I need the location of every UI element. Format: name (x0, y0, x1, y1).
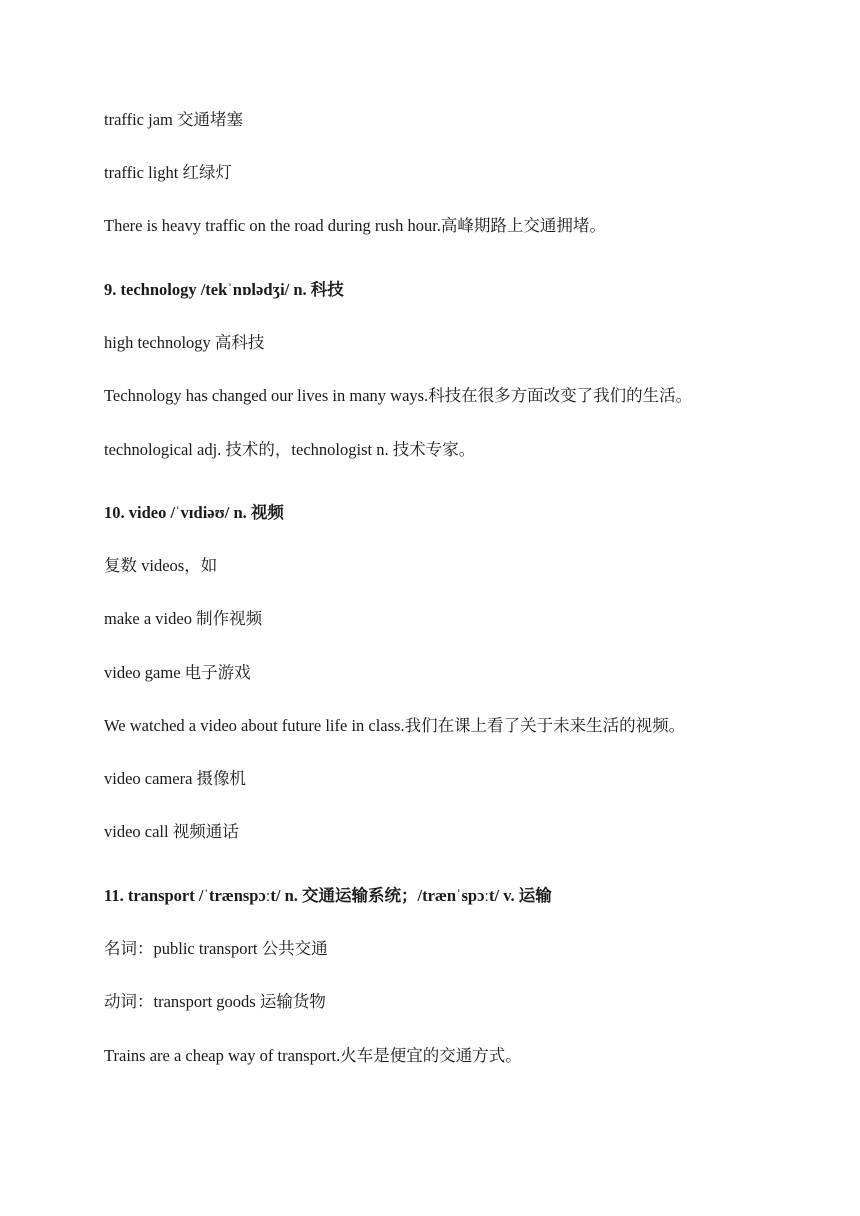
entry-heading-transport: 11. transport /ˈtrænspɔːt/ n. 交通运输系统；/trænˈspɔːt/ v. 运输 (104, 886, 552, 905)
verb-usage-transport: 动词：transport goods 运输货物 (104, 992, 326, 1011)
entry-heading-technology: 9. technology /tekˈnɒlədʒi/ n. 科技 (104, 280, 344, 299)
example-sentence-traffic: There is heavy traffic on the road during rush hour.高峰期路上交通拥堵。 (104, 216, 606, 235)
word-forms-technology: technological adj. 技术的，technologist n. 技术专家。 (104, 440, 476, 459)
phrase-traffic-jam: traffic jam 交通堵塞 (104, 110, 243, 129)
plural-note-video: 复数 videos，如 (104, 556, 218, 575)
phrase-make-a-video: make a video 制作视频 (104, 609, 263, 628)
example-sentence-transport: Trains are a cheap way of transport.火车是便宜的交通方式。 (104, 1046, 522, 1065)
example-sentence-video: We watched a video about future life in class.我们在课上看了关于未来生活的视频。 (104, 716, 686, 735)
phrase-traffic-light: traffic light 红绿灯 (104, 163, 233, 182)
entry-heading-video: 10. video /ˈvɪdiəʊ/ n. 视频 (104, 503, 284, 522)
phrase-video-game: video game 电子游戏 (104, 663, 251, 682)
phrase-video-call: video call 视频通话 (104, 822, 239, 841)
phrase-high-technology: high technology 高科技 (104, 333, 265, 352)
noun-usage-transport: 名词：public transport 公共交通 (104, 939, 328, 958)
phrase-video-camera: video camera 摄像机 (104, 769, 247, 788)
example-sentence-technology: Technology has changed our lives in many ways.科技在很多方面改变了我们的生活。 (104, 386, 693, 405)
